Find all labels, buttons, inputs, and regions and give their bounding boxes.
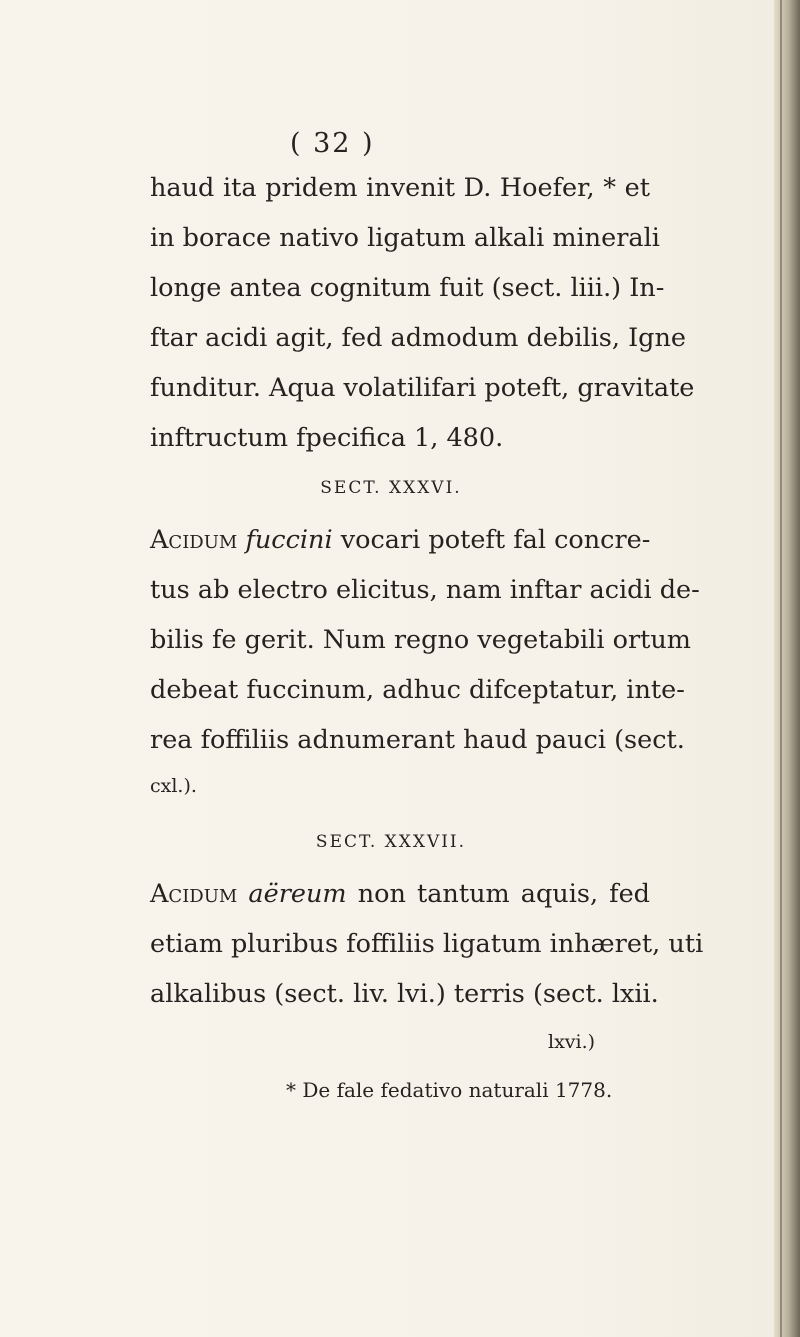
text-line: rea foffiliis adnumerant haud pauci (sect. — [150, 725, 685, 755]
text-line: ftar acidi agit, fed admodum debilis, Igne — [150, 323, 687, 353]
page-edge — [774, 0, 800, 1337]
text-line: funditur. Aqua volatilifari poteft, gravitate — [150, 373, 695, 403]
section-heading: SECT. XXXVII. — [315, 832, 467, 852]
text-line: etiam pluribus foffiliis ligatum inhæret, uti — [150, 929, 704, 959]
italic-term: aëreum — [248, 879, 347, 909]
footnote: * De fale fedativo naturali 1778. — [286, 1078, 613, 1102]
text-line: alkalibus (sect. liv. lvi.) terris (sect. lxii. — [150, 979, 659, 1009]
text-line: lxvi.) — [548, 1031, 596, 1053]
text-span: vocari poteft fal concre- — [332, 525, 651, 555]
lead-word: Acidum — [150, 525, 246, 555]
page-edge-line — [780, 0, 782, 1337]
text-line: longe antea cognitum fuit (sect. liii.) In- — [150, 273, 665, 303]
text-line: in borace nativo ligatum alkali minerali — [150, 223, 660, 253]
page-number: ( 32 ) — [290, 128, 375, 159]
italic-term: fuccini — [245, 525, 333, 555]
text-line: tus ab electro elicitus, nam inftar acidi de- — [150, 575, 700, 605]
text-line: cxl.). — [150, 775, 197, 797]
text-line — [150, 524, 650, 556]
text-line: haud ita pridem invenit D. Hoefer, * et — [150, 173, 650, 203]
text-line: debeat fuccinum, adhuc difceptatur, inte- — [150, 675, 685, 705]
text-span: non tantum aquis, fed — [346, 879, 651, 909]
text-line — [150, 878, 650, 910]
text-line: bilis fe gerit. Num regno vegetabili ortum — [150, 625, 691, 655]
lead-word: Acidum — [150, 879, 249, 909]
section-heading: SECT. XXXVI. — [320, 478, 462, 498]
text-line: inftructum fpecifica 1, 480. — [150, 423, 504, 453]
